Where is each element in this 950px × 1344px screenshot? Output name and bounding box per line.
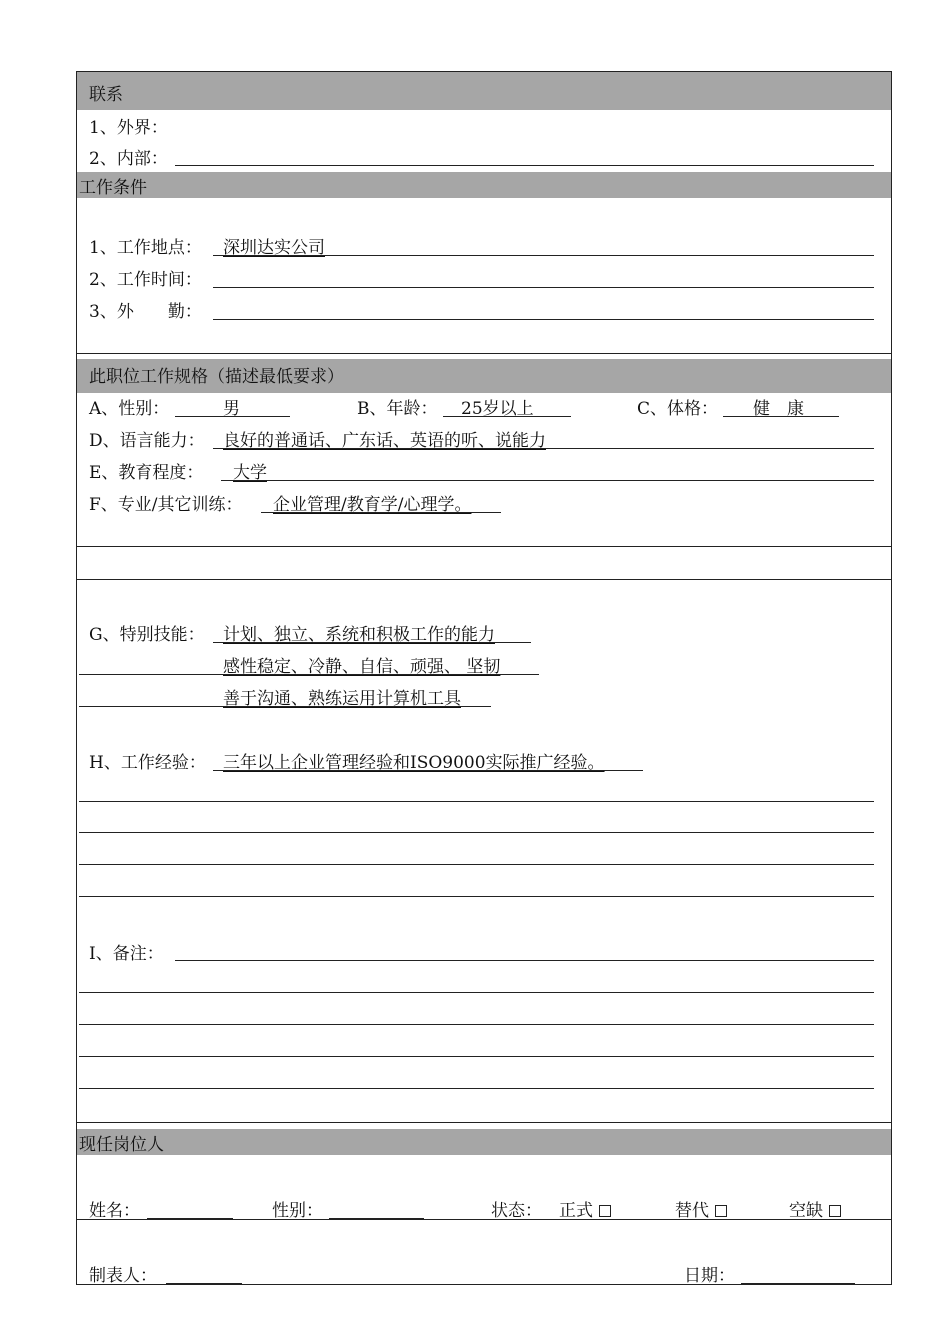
section-divider [77, 1219, 891, 1220]
skills-field-3[interactable] [79, 706, 491, 707]
external-contact-label: 1、外界： [89, 118, 168, 138]
skills-field-2[interactable] [79, 674, 539, 675]
education-label: E、教育程度： [89, 463, 204, 483]
incumbent-header: 现任岗位人 [79, 1135, 164, 1155]
skills-field-1[interactable] [213, 642, 531, 643]
section-divider [77, 546, 891, 547]
notes-blank-line[interactable] [79, 1056, 874, 1057]
spec-header-bar [77, 359, 891, 393]
skills-line-3: 善于沟通、熟练运用计算机工具 [223, 689, 461, 709]
contact-header-bar [77, 72, 891, 110]
section-divider [77, 353, 891, 354]
age-value: 25岁以上 [461, 399, 534, 419]
experience-label: H、工作经验： [89, 753, 206, 773]
job-spec-form [76, 71, 892, 1285]
status-label: 状态： [491, 1201, 542, 1221]
experience-blank-line[interactable] [79, 896, 874, 897]
field-work-field[interactable] [213, 319, 874, 320]
incumbent-header-bar [77, 1129, 891, 1155]
incumbent-gender-label: 性别： [272, 1201, 323, 1221]
section-divider [77, 579, 891, 580]
date-field[interactable] [741, 1283, 855, 1284]
incumbent-name-label: 姓名： [89, 1201, 140, 1221]
experience-blank-line[interactable] [79, 864, 874, 865]
status-option-label: 替代 [675, 1201, 709, 1221]
preparer-label: 制表人： [89, 1266, 157, 1286]
language-label: D、语言能力： [89, 431, 205, 451]
notes-blank-line[interactable] [79, 992, 874, 993]
experience-field[interactable] [213, 770, 643, 771]
gender-value: 男 [223, 399, 240, 419]
work-time-field[interactable] [213, 287, 874, 288]
major-label: F、专业/其它训练： [89, 495, 243, 515]
field-work-label: 3、外 勤： [89, 302, 202, 322]
work-location-label: 1、工作地点： [89, 238, 202, 258]
experience-blank-line[interactable] [79, 832, 874, 833]
notes-blank-line[interactable] [79, 1024, 874, 1025]
language-field[interactable] [213, 448, 874, 449]
checkbox-icon[interactable] [829, 1205, 841, 1217]
education-field[interactable] [221, 480, 874, 481]
skills-line-1: 计划、独立、系统和积极工作的能力 [223, 625, 495, 645]
gender-label: A、性别： [89, 399, 170, 419]
physique-label: C、体格： [637, 399, 719, 419]
contact-header: 联系 [89, 85, 123, 105]
notes-label: I、备注： [89, 944, 164, 964]
checkbox-icon[interactable] [715, 1205, 727, 1217]
work-location-value: 深圳达实公司 [223, 238, 325, 258]
major-value: 企业管理/教育学/心理学。 [273, 495, 472, 515]
conditions-header-bar [77, 172, 891, 198]
language-value: 良好的普通话、广东话、英语的听、说能力 [223, 431, 546, 451]
physique-value: 健 康 [753, 399, 804, 419]
spec-header: 此职位工作规格（描述最低要求） [89, 367, 344, 387]
status-option-label: 正式 [559, 1201, 593, 1221]
date-label: 日期： [684, 1266, 735, 1286]
internal-contact-label: 2、内部： [89, 149, 168, 169]
internal-contact-field[interactable] [175, 165, 874, 166]
notes-field[interactable] [175, 960, 874, 961]
skills-line-2: 感性稳定、冷静、自信、顽强、 坚韧 [223, 657, 501, 677]
experience-blank-line[interactable] [79, 801, 874, 802]
status-option-label: 空缺 [789, 1201, 823, 1221]
experience-value: 三年以上企业管理经验和ISO9000实际推广经验。 [223, 753, 605, 773]
work-location-field[interactable] [213, 255, 874, 256]
conditions-header: 工作条件 [79, 178, 147, 198]
preparer-field[interactable] [166, 1283, 242, 1284]
section-divider [77, 1122, 891, 1123]
work-time-label: 2、工作时间： [89, 270, 202, 290]
checkbox-icon[interactable] [599, 1205, 611, 1217]
age-label: B、年龄： [357, 399, 438, 419]
skills-label: G、特别技能： [89, 625, 205, 645]
notes-blank-line[interactable] [79, 1088, 874, 1089]
major-field[interactable] [261, 512, 501, 513]
education-value: 大学 [233, 463, 267, 483]
